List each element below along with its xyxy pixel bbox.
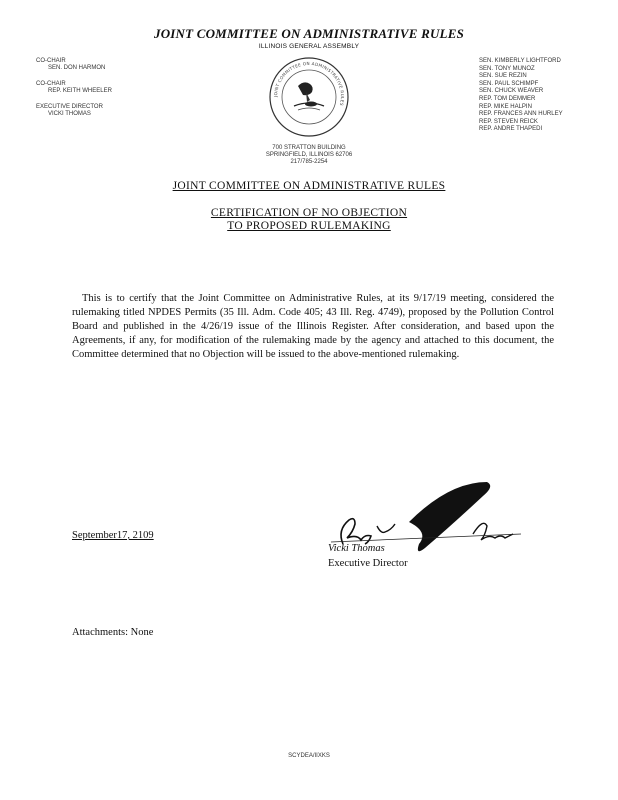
certification-title [0, 207, 618, 233]
certification-title-line: TO PROPOSED RULEMAKING [227, 220, 391, 232]
signer-name: Vicki Thomas [328, 543, 385, 554]
executive-director-role: EXECUTIVE DIRECTOR [36, 104, 103, 110]
address-line: 700 STRATTON BUILDING [272, 145, 346, 151]
seal-ring-text: JOINT COMMITTEE ON ADMINISTRATIVE RULES [272, 60, 346, 107]
footer-code: SCYDEA/IIXKS [288, 753, 330, 759]
signature-date: September17, 2109 [72, 530, 154, 541]
member-name: REP. ANDRE THAPEDI [479, 126, 543, 133]
member-name: SEN. SUE REZIN [479, 73, 527, 80]
member-name: REP. MIKE HALPIN [479, 103, 532, 110]
address-line: SPRINGFIELD, ILLINOIS 62706 [265, 152, 353, 158]
member-name: REP. STEVEN REICK [479, 118, 538, 125]
co-chair-name: REP. KEITH WHEELER [48, 88, 112, 94]
member-name: SEN. TONY MUNOZ [479, 65, 535, 72]
co-chair-role: CO-CHAIR [36, 81, 66, 87]
committee-title: JOINT COMMITTEE ON ADMINISTRATIVE RULES [154, 26, 464, 41]
member-name: SEN. KIMBERLY LIGHTFORD [479, 58, 561, 64]
co-chair-name: SEN. DON HARMON [48, 65, 106, 71]
co-chair-role: CO-CHAIR [36, 58, 66, 64]
member-name: REP. TOM DEMMER [479, 95, 536, 102]
attachments-note: Attachments: None [72, 627, 154, 638]
certification-body: This is to certify that the Joint Committee on Administrative Rules, at its 9/17/19 meeting, considered the rulemaking titled NPDES Permits (35 Ill. Adm. Code 405; 43 Ill. Reg. 4749), proposed by the Pollution Control Board and published in the 4/26/19 issue of the Illinois Register. After consideration, and based upon the Agreements, if any, for modification of the rulemaking made by the agency and attached to this document, the Committee determined that no Objection will be issued to the above-mentioned rulemaking. [72, 293, 554, 360]
general-assembly-subtitle: ILLINOIS GENERAL ASSEMBLY [258, 43, 360, 50]
member-name: REP. FRANCES ANN HURLEY [479, 111, 563, 118]
state-seal-icon [268, 56, 350, 138]
signer-title: Executive Director [328, 558, 408, 569]
member-name: SEN. CHUCK WEAVER [479, 88, 544, 95]
address-line: 217/785-2254 [290, 159, 328, 165]
members-list [479, 58, 599, 134]
executive-director-name: VICKI THOMAS [48, 111, 91, 117]
signer-block [328, 541, 408, 571]
member-name: SEN. PAUL SCHIMPF [479, 80, 539, 87]
document-heading: JOINT COMMITTEE ON ADMINISTRATIVE RULES [172, 180, 446, 192]
certification-title-line: CERTIFICATION OF NO OBJECTION [210, 207, 408, 219]
committee-address [0, 145, 618, 166]
officers-list [36, 58, 146, 118]
